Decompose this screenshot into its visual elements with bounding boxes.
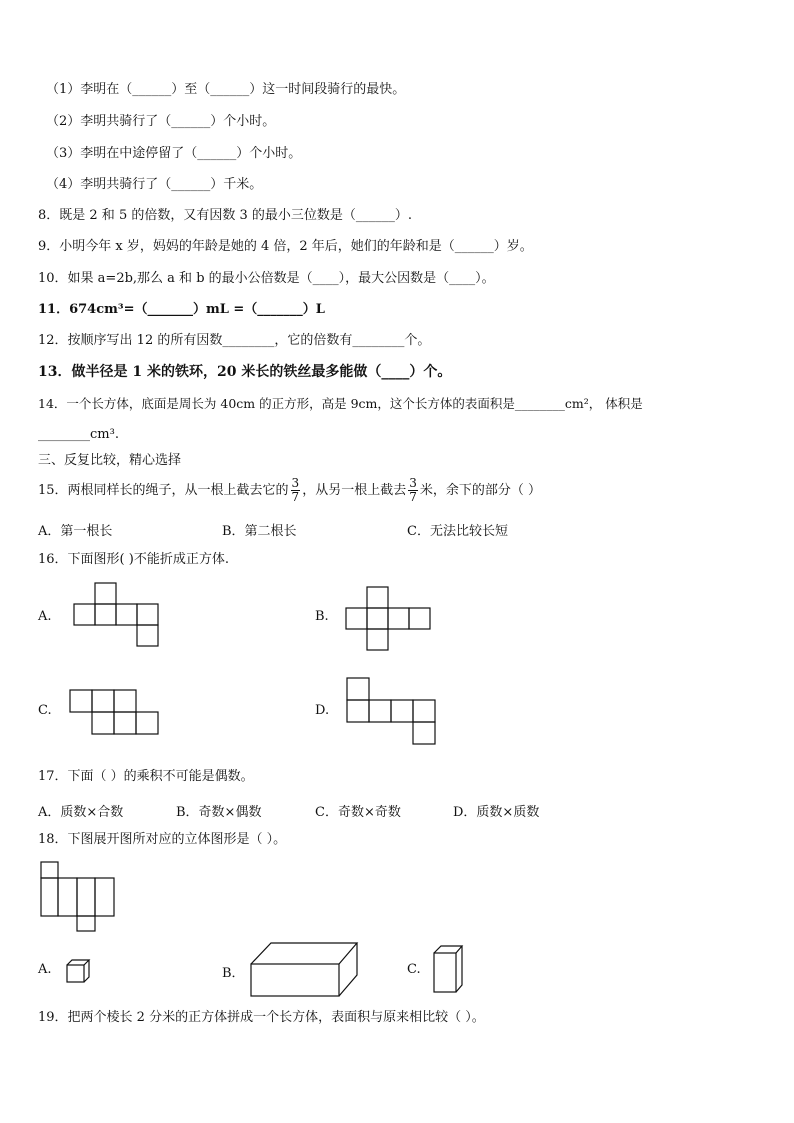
q18-option-b-label[interactable]: B． — [222, 966, 245, 981]
question-12: 12．按顺序写出 12 的所有因数________，它的倍数有________个。 — [38, 333, 431, 348]
q7-sub4: （4）李明共骑行了（______）千米。 — [46, 177, 263, 192]
question-14-line2: ________cm³. — [38, 427, 119, 442]
question-14-line1: 14．一个长方体，底面是周长为 40cm 的正方形，高是 9cm，这个长方体的表面积是________cm²， 体积是 — [38, 396, 643, 411]
q17-option-b[interactable]: B．奇数×偶数 — [176, 805, 262, 820]
question-11: 11．674cm³=（_______）mL =（_______）L — [38, 302, 325, 317]
q16-option-d-label[interactable]: D. — [315, 703, 330, 718]
q7-sub1: （1）李明在（______）至（______）这一时间段骑行的最快。 — [46, 82, 406, 97]
q15-part3: 米，余下的部分（ ） — [419, 483, 541, 498]
q15-option-c[interactable]: C．无法比较长短 — [407, 524, 508, 539]
q18-option-c-label[interactable]: C. — [407, 962, 421, 977]
q16-option-c-label[interactable]: C. — [38, 703, 52, 718]
question-8: 8．既是 2 和 5 的倍数，又有因数 3 的最小三位数是（______）. — [38, 208, 413, 223]
prism-top — [434, 946, 462, 953]
question-17: 17．下面（ ）的乘积不可能是偶数。 — [38, 769, 254, 784]
question-13: 13．做半径是 1 米的铁环，20 米长的铁丝最多能做（____）个。 — [38, 364, 452, 380]
q16-option-b-label[interactable]: B. — [315, 609, 329, 624]
q15-option-b[interactable]: B．第二根长 — [222, 524, 297, 539]
q15-part1: 15．两根同样长的绳子，从一根上截去它的 — [38, 483, 289, 498]
q15-frac1-denominator: 7 — [291, 490, 300, 504]
q18-option-a-label[interactable]: A. — [38, 962, 52, 977]
prism-side — [456, 946, 462, 992]
q15-option-a[interactable]: A．第一根长 — [38, 524, 113, 539]
q17-option-c[interactable]: C．奇数×奇数 — [315, 805, 401, 820]
question-19: 19．把两个棱长 2 分米的正方体拼成一个长方体，表面积与原来相比较（ ）。 — [38, 1010, 485, 1025]
q15-frac2-denominator: 7 — [409, 490, 417, 504]
q15-frac1-numerator: 3 — [291, 476, 300, 490]
q15-frac2-numerator: 3 — [409, 476, 417, 490]
question-16: 16．下面图形( )不能折成正方体. — [38, 552, 229, 567]
question-18: 18．下图展开图所对应的立体图形是（ ）。 — [38, 832, 287, 847]
prism-front — [434, 953, 456, 992]
section-3-heading: 三、反复比较，精心选择 — [38, 453, 182, 468]
q7-sub2: （2）李明共骑行了（______）个小时。 — [46, 114, 276, 129]
question-10: 10．如果 a=2b,那么 a 和 b 的最小公倍数是（____），最大公因数是（____）。 — [38, 271, 495, 286]
question-9: 9．小明今年 x 岁，妈妈的年龄是她的 4 倍，2 年后，她们的年龄和是（______）岁。 — [38, 239, 533, 254]
q16-option-a-label[interactable]: A. — [38, 609, 52, 624]
q15-part2: ，从另一根上截去 — [302, 483, 407, 498]
q17-option-a[interactable]: A．质数×合数 — [38, 805, 124, 820]
q7-sub3: （3）李明在中途停留了（______）个小时。 — [46, 146, 302, 161]
q17-option-d[interactable]: D．质数×质数 — [453, 805, 540, 820]
